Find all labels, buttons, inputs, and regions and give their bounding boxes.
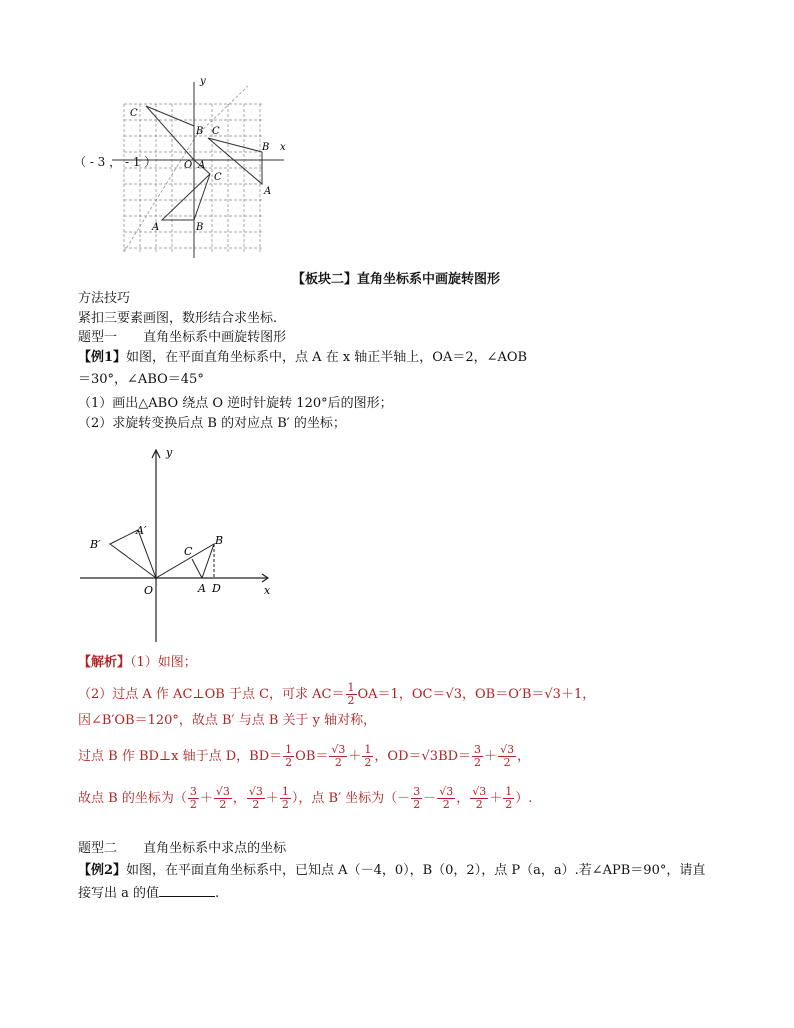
s5-a: 故点 B 的坐标为（: [78, 791, 187, 806]
num: 3: [474, 743, 482, 756]
type2-title: 直角坐标系中求点的坐标: [143, 841, 287, 856]
fig2-label-ap: A′: [136, 524, 147, 537]
frac-half-2: [283, 744, 294, 769]
den: 2: [334, 756, 342, 769]
fig2-label-c: C: [184, 545, 193, 558]
fig1-label-x: x: [280, 142, 286, 153]
den: 2: [505, 798, 513, 811]
frac-1-2-a: [280, 786, 291, 811]
example2-text-c: .: [215, 886, 220, 901]
s5-i: ）.: [515, 791, 533, 806]
s5-g: ，: [456, 791, 470, 806]
example2-line-a: [78, 862, 705, 880]
sqrt3: √3: [445, 687, 462, 702]
frac-r3-2-c: [437, 786, 455, 811]
frac-sqrt3-half-1: [329, 744, 347, 769]
den: 2: [252, 798, 260, 811]
example1-tag: 【例1】: [78, 350, 127, 365]
den: 2: [442, 798, 450, 811]
s2-d: ＋1，: [560, 687, 596, 702]
type2-line: [78, 840, 286, 858]
fig1-label-b: B: [196, 222, 204, 233]
den: 2: [474, 756, 482, 769]
fig2-label-b: B: [215, 534, 224, 547]
den: 2: [219, 798, 227, 811]
num: 3: [189, 785, 197, 798]
example2-tag: 【例2】: [78, 863, 127, 878]
frac-r3-2-d: [470, 786, 488, 811]
example1-q2: （2）求旋转变换后点 B 的对应点 B′ 的坐标；: [78, 416, 346, 431]
example2-text-a: 如图，在平面直角坐标系中，已知点 A（－4，0），B（0，2），点 P（a，a）.若∠APB＝90°，请直: [126, 863, 706, 878]
section-title: 【板块二】直角坐标系中画旋转图形: [292, 272, 501, 287]
num: √3: [248, 785, 263, 798]
den: 2: [475, 798, 483, 811]
num: 3: [413, 785, 421, 798]
num: 1: [505, 785, 513, 798]
frac-1-2-b: [503, 786, 514, 811]
num: √3: [439, 785, 454, 798]
fig2-label-o: O: [144, 584, 154, 597]
example2-line-b: [78, 884, 219, 903]
fig1-coord-label: （ - 3 ， - 1 ）: [74, 155, 157, 169]
sqrt3: √3: [421, 749, 439, 764]
den: 2: [413, 798, 421, 811]
frac-3-2-a: [188, 786, 199, 811]
den: 2: [347, 694, 355, 707]
s4-b: OB＝: [295, 749, 329, 764]
fig2-label-bp: B′: [90, 538, 101, 551]
fig2-label-d: D: [212, 582, 221, 595]
fig1-label-a1: A: [198, 160, 206, 171]
num: 1: [281, 785, 289, 798]
num: 1: [347, 681, 355, 694]
frac-r3-2-a: [214, 786, 232, 811]
type2-label: 题型二: [78, 841, 118, 856]
s4-e: BD＝: [438, 749, 472, 764]
num: 1: [285, 743, 293, 756]
fig1-label-b1: B: [196, 126, 204, 137]
num: √3: [500, 743, 515, 756]
type1-label: 题型一: [78, 330, 118, 345]
example1-line-a: [78, 349, 527, 367]
fig2-label-y: y: [166, 446, 173, 459]
s5-c: ，: [232, 791, 246, 806]
example1-text-b: ＝30°，∠ABO＝45°: [78, 372, 204, 387]
frac-half-3: [362, 744, 373, 769]
fig1-label-y: y: [200, 76, 206, 87]
den: 2: [364, 756, 372, 769]
fig1-label-b1p: B: [262, 142, 270, 153]
s5-d: ＋: [265, 791, 279, 806]
num: 1: [364, 743, 372, 756]
s2-a: （2）过点 A 作 AC⊥OB 于点 C，可求 AC＝: [78, 687, 345, 702]
fig1-label-o: O: [184, 160, 193, 171]
den: 2: [281, 798, 289, 811]
solution-line-4: [78, 744, 530, 769]
fig1-label-c1: C: [130, 108, 138, 119]
solution-line-1: [78, 654, 197, 672]
den: 2: [503, 756, 511, 769]
type1-title: 直角坐标系中画旋转图形: [143, 330, 287, 345]
s2-c: ，OB＝O′B＝: [462, 687, 545, 702]
fig1-label-c: C: [214, 172, 222, 183]
solution-s3: 因∠B′OB＝120°，故点 B′ 与点 B 关于 y 轴对称，: [78, 713, 377, 728]
s4-a: 过点 B 作 BD⊥x 轴于点 D，BD＝: [78, 749, 283, 764]
example1-q1: （1）画出△ABO 绕点 O 逆时针旋转 120°后的图形；: [78, 396, 393, 411]
s5-e: ），点 B′ 坐标为（－: [291, 791, 411, 806]
s5-f: －: [423, 791, 437, 806]
s4-f: ＋: [484, 749, 498, 764]
fig1-label-a1p: A: [264, 186, 272, 197]
s5-h: ＋: [489, 791, 503, 806]
num: √3: [472, 785, 487, 798]
fig2-label-x: x: [264, 584, 271, 597]
frac-3-2-b: [411, 786, 422, 811]
figure-2-axes: [80, 446, 280, 642]
type1-line: [78, 329, 286, 347]
fig2-label-a: A: [198, 582, 206, 595]
solution-tag: 【解析】: [78, 655, 131, 670]
example1-text-a: 如图，在平面直角坐标系中，点 A 在 x 轴正半轴上，OA＝2，∠AOB: [126, 350, 528, 365]
num: √3: [331, 743, 346, 756]
frac-r3-2-b: [247, 786, 265, 811]
sqrt3: √3: [544, 687, 561, 702]
frac-sqrt3-half-2: [498, 744, 516, 769]
solution-line-5: [78, 786, 532, 811]
method-heading: 方法技巧: [78, 291, 131, 306]
example2-text-b: 接写出 a 的值: [78, 886, 160, 901]
fig1-label-a: A: [152, 222, 160, 233]
answer-blank[interactable]: [159, 884, 215, 897]
num: √3: [215, 785, 230, 798]
den: 2: [189, 798, 197, 811]
s4-d: ，OD＝: [374, 749, 422, 764]
s2-b: OA＝1，OC＝: [357, 687, 446, 702]
fig1-label-c1p: C: [212, 126, 220, 137]
method-text: 紧扣三要素画图，数形结合求坐标.: [78, 311, 278, 326]
frac-three-half: [472, 744, 483, 769]
solution-line-2: [78, 682, 595, 707]
solution-s1: （1）如图；: [130, 655, 197, 670]
s5-b: ＋: [199, 791, 213, 806]
s4-g: ，: [517, 749, 531, 764]
den: 2: [285, 756, 293, 769]
frac-half-1: [346, 682, 357, 707]
s4-c: ＋: [348, 749, 362, 764]
